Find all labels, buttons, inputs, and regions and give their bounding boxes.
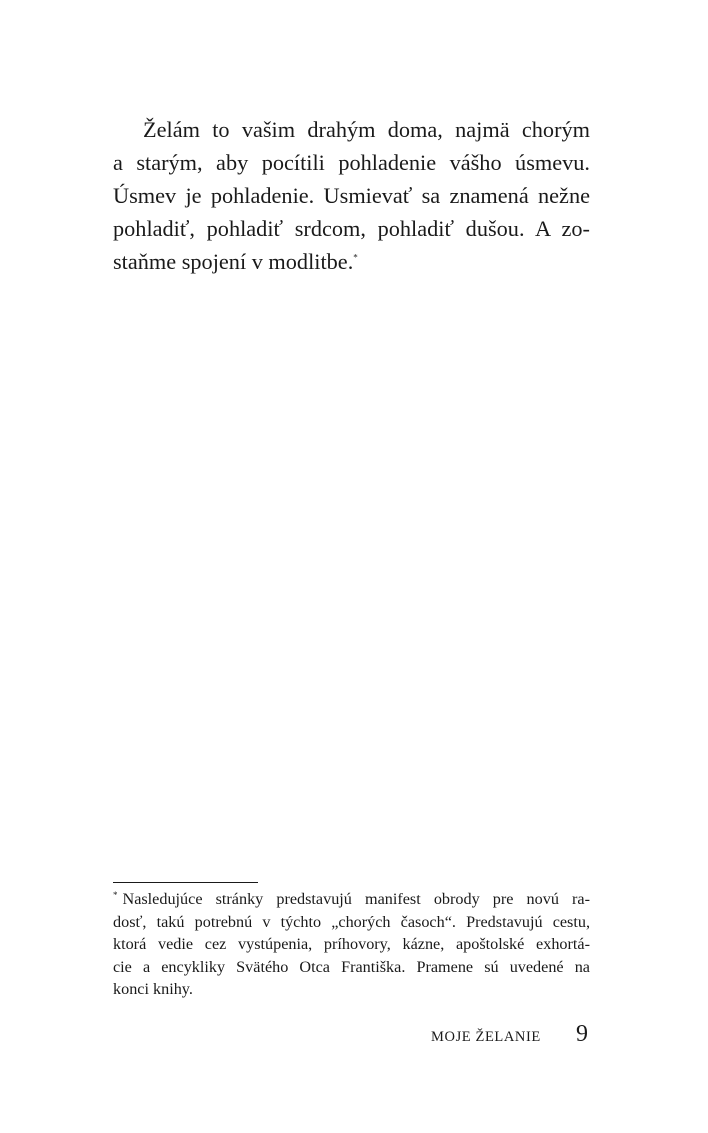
footnote-marker: *: [113, 889, 118, 900]
paragraph-line-last: [113, 245, 590, 278]
paragraph-line: Želám to vašim drahým doma, najmä chorým: [143, 117, 590, 142]
footnote-line: [113, 888, 590, 911]
main-paragraph: [113, 113, 590, 278]
paragraph-line: a starým, aby pocítili pohladenie vášho úsmevu.: [113, 150, 590, 175]
footnote-line: cie a encykliky Svätého Otca Františka. Pramene sú uvedené na: [113, 957, 590, 976]
footnote-separator-rule: [113, 882, 258, 883]
running-header: MOJE ŽELANIE: [431, 1029, 541, 1045]
footnote-line: ktorá vedie cez vystúpenia, príhovory, kázne, apoštolské exhortá-: [113, 935, 590, 953]
footnote-line: konci knihy.: [113, 980, 193, 998]
paragraph-line-text: staňme spojení v modlitbe.: [113, 249, 354, 274]
footnote-reference-marker: *: [353, 252, 358, 263]
paragraph-line: pohladiť, pohladiť srdcom, pohladiť dušou. A zo-: [113, 216, 590, 241]
page-number: 9: [576, 1021, 588, 1047]
paragraph-line: Úsmev je pohladenie. Usmievať sa znamená nežne: [113, 183, 590, 208]
footnote-line-text: Nasledujúce stránky predstavujú manifest obrody pre novú ra-: [122, 890, 590, 908]
footnote: [113, 888, 590, 1001]
footnote-line: dosť, takú potrebnú v týchto „chorých časoch“. Predstavujú cestu,: [113, 912, 590, 931]
